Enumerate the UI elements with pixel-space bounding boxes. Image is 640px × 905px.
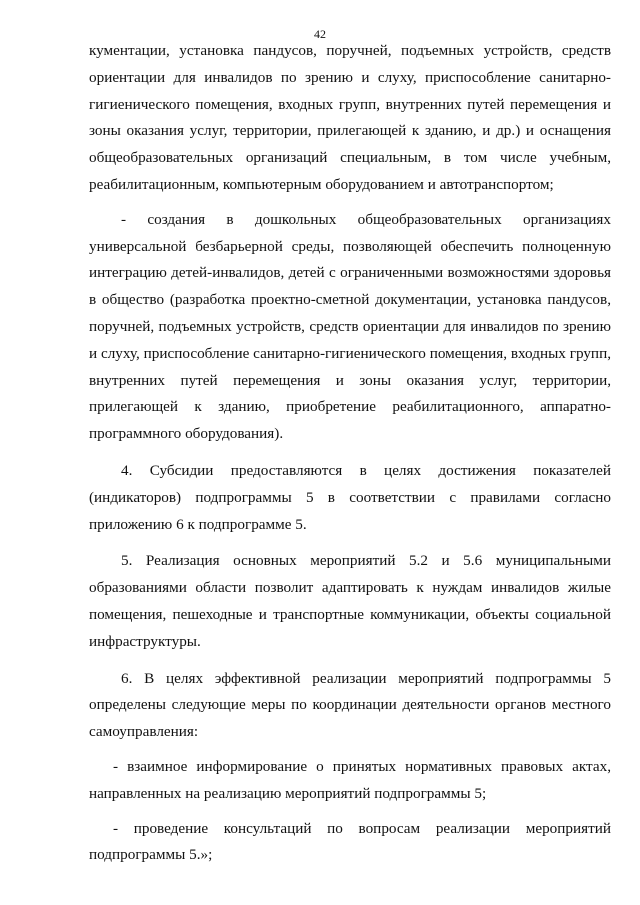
paragraph-continuation: кументации, установка пандусов, поручней, подъемных устройств, средств ориентации для инвалидов по зрению и слуху, приспособление санитарно-гигиенического помещения, входных групп, внутренних путей перемещения и зоны оказания услуг, территории, прилегающей к зданию, и др.) и оснащения общеобразовательных организаций специальным, в том числе учебным, реабилитационным, компьютерным оборудованием и автотранспортом;: [89, 42, 611, 193]
paragraph-item-6: 6. В целях эффективной реализации мероприятий подпрограммы 5 определены следующие меры по координации деятельности органов местного самоуправления:: [89, 669, 611, 741]
paragraph-item-4: 4. Субсидии предоставляются в целях достижения показателей (индикаторов) подпрограммы 5 в соответствии с правилами согласно приложению 6 к подпрограмме 5.: [89, 461, 611, 533]
paragraph-measure-consultations: - проведение консультаций по вопросам реализации мероприятий подпрограммы 5.»;: [89, 819, 611, 864]
page-number: 42: [314, 27, 326, 41]
paragraph-item-5: 5. Реализация основных мероприятий 5.2 и 5.6 муниципальными образованиями области позволит адаптировать к нуждам инвалидов жилые помещения, пешеходные и транспортные коммуникации, объекты социальной инфраструктуры.: [89, 552, 611, 650]
document-body: [89, 38, 611, 869]
paragraph-measure-informing: - взаимное информирование о принятых нормативных правовых актах, направленных на реализацию мероприятий подпрограммы 5;: [89, 757, 611, 802]
paragraph-list-item-preschool: - создания в дошкольных общеобразовательных организациях универсальной безбарьерной среды, позволяющей обеспечить полноценную интеграцию детей-инвалидов, детей с ограниченными возможностями здоровья в общество (разработка проектно-сметной документации, установка пандусов, поручней, подъемных устройств, средств ориентации для инвалидов по зрению и слуху, приспособление санитарно-гигиенического помещения, входных групп, внутренних путей перемещения и зоны оказания услуг, территории, прилегающей к зданию, приобретение реабилитационного, аппаратно-программного оборудования).: [89, 210, 611, 443]
